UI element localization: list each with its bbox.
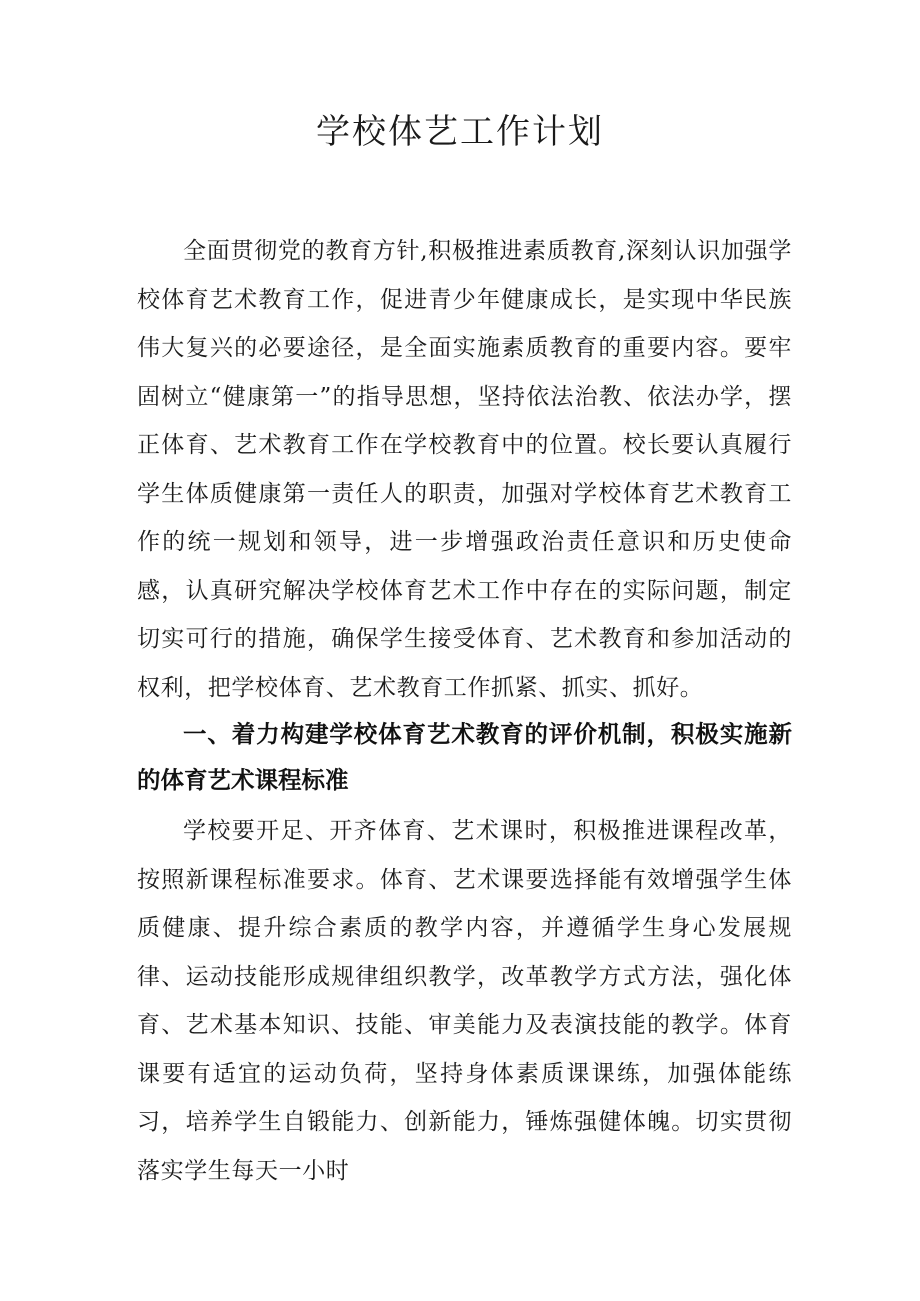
- section-paragraph: 学校要开足、开齐体育、艺术课时，积极推进课程改革，按照新课程标准要求。体育、艺术课要选择能有效增强学生体质健康、提升综合素质的教学内容，并遵循学生身心发展规律、运动技能形成规律组织教学，改革教学方式方法，强化体育、艺术基本知识、技能、审美能力及表演技能的教学。体育课要有适宜的运动负荷，坚持身体素质课课练，加强体能练习，培养学生自锻能力、创新能力，锤炼强健体魄。切实贯彻落实学生每天一小时: [137, 818, 792, 1184]
- intro-paragraph: 全面贯彻党的教育方针,积极推进素质教育,深刻认识加强学校体育艺术教育工作，促进青少年健康成长，是实现中华民族伟大复兴的必要途径，是全面实施素质教育的重要内容。要牢固树立“健康第一”的指导思想，坚持依法治教、依法办学，摆正体育、艺术教育工作在学校教育中的位置。校长要认真履行学生体质健康第一责任人的职责，加强对学校体育艺术教育工作的统一规划和领导，进一步增强政治责任意识和历史使命感，认真研究解决学校体育艺术工作中存在的实际问题，制定切实可行的措施，确保学生接受体育、艺术教育和参加活动的权利，把学校体育、艺术教育工作抓紧、抓实、抓好。: [137, 238, 792, 701]
- section-heading: 一、着力构建学校体育艺术教育的评价机制，积极实施新的体育艺术课程标准: [137, 720, 792, 794]
- document-title: 学校体艺工作计划: [316, 112, 604, 152]
